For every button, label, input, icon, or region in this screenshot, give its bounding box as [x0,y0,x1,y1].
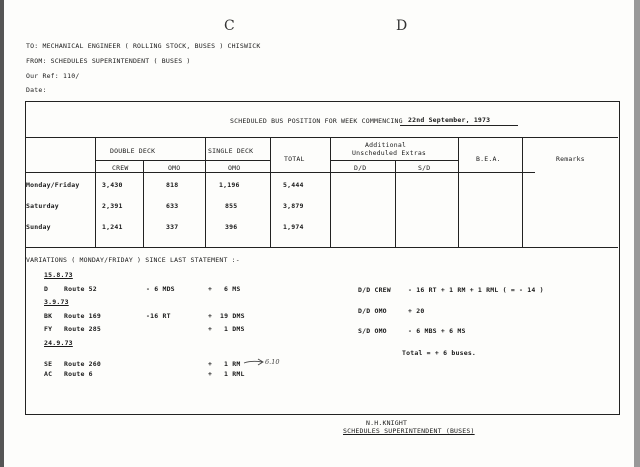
item-to: 1 RM [224,360,241,368]
summary-label: D/D CREW [358,286,391,294]
sd-header: S/D [418,164,431,172]
table-bottom-line [25,247,618,248]
col-line-7 [458,137,459,247]
col-line-2 [143,160,144,247]
row-omo: 337 [166,223,179,231]
item-to: 1 RML [224,370,245,378]
double-deck-header: DOUBLE DECK [110,147,156,155]
table-title-prefix: SCHEDULED BUS POSITION FOR WEEK COMMENCING [230,117,403,125]
row-sd-omo: 855 [225,202,238,210]
summary-value: - 16 RT + 1 RM + 1 RML ( = - 14 ) [408,286,544,294]
item-plus: + [208,285,213,293]
summary-total: Total = + 6 buses. [402,349,477,357]
row-omo: 818 [166,181,179,189]
single-deck-header: SINGLE DECK [208,147,254,155]
signature-title: SCHEDULES SUPERINTENDENT (BUSES) [343,427,475,435]
bea-header: B.E.A. [476,155,501,163]
extras-sub-line [330,160,458,161]
col-line-8 [522,137,523,247]
group-date: 3.9.73 [44,298,69,306]
item-plus: + [208,360,213,368]
scan-left-edge [0,0,4,467]
title-underline [400,125,518,126]
variations-heading: VARIATIONS ( MONDAY/FRIDAY ) SINCE LAST STATEMENT :- [26,256,240,264]
omo-sd-header: OMO [228,164,241,172]
item-route: Route 52 [64,285,97,293]
group-date: 15.8.73 [44,271,73,279]
row-crew: 1,241 [102,223,123,231]
row-day: Monday/Friday [26,181,80,189]
item-route: Route 260 [64,360,102,368]
item-plus: + [208,312,213,320]
item-to: 19 DMS [220,312,245,320]
crew-header: CREW [112,164,129,172]
memo-to: TO: MECHANICAL ENGINEER ( ROLLING STOCK, BUSES ) CHISWICK [26,42,261,50]
row-sd-omo: 1,196 [219,181,240,189]
signature-name: N.H.KNIGHT [366,419,408,427]
scan-right-edge [634,0,640,467]
deck-sub-line [95,160,270,161]
row-total: 1,974 [283,223,304,231]
summary-label: D/D OMO [358,307,387,315]
item-plus: + [208,325,213,333]
summary-label: S/D OMO [358,327,387,335]
handwritten-note: 6.10 [265,358,280,366]
item-from: - 6 MDS [146,285,175,293]
corner-mark-right: D [396,18,408,34]
col-line-5 [330,137,331,247]
row-total: 5,444 [283,181,304,189]
item-code: BK [44,312,53,320]
row-omo: 633 [166,202,179,210]
item-code: FY [44,325,53,333]
dd-header: D/D [354,164,367,172]
row-crew: 2,391 [102,202,123,210]
row-crew: 3,430 [102,181,123,189]
corner-mark-left: C [224,18,235,34]
row-day: Saturday [26,202,59,210]
memo-ref: Our Ref: 110/ [26,72,80,80]
item-to: 6 MS [224,285,241,293]
item-from: -16 RT [146,312,171,320]
group-date: 24.9.73 [44,339,73,347]
item-code: SE [44,360,53,368]
remarks-header: Remarks [556,155,585,163]
handwritten-arrow-icon [243,356,265,368]
item-plus: + [208,370,213,378]
memo-date: Date: [26,86,47,94]
item-route: Route 169 [64,312,102,320]
row-day: Sunday [26,223,51,231]
col-line-6 [395,160,396,247]
col-line-4 [270,137,271,247]
item-code: D [44,285,49,293]
col-line-1 [95,137,96,247]
unscheduled-header: Unscheduled Extras [352,149,427,157]
item-to: 1 DMS [224,325,245,333]
total-header: TOTAL [284,155,305,163]
item-route: Route 285 [64,325,102,333]
col-line-3 [205,137,206,247]
table-title-date: 22nd September, 1973 [408,116,491,124]
summary-value: + 20 [408,307,425,315]
row-sd-omo: 396 [225,223,238,231]
omo-dd-header: OMO [168,164,181,172]
additional-header: Additional [365,141,407,149]
memo-from: FROM: SCHEDULES SUPERINTENDENT ( BUSES ) [26,57,191,65]
row-total: 3,879 [283,202,304,210]
item-code: AC [44,370,53,378]
item-route: Route 6 [64,370,93,378]
table-top-line [25,137,618,138]
summary-value: - 6 MBS + 6 MS [408,327,466,335]
